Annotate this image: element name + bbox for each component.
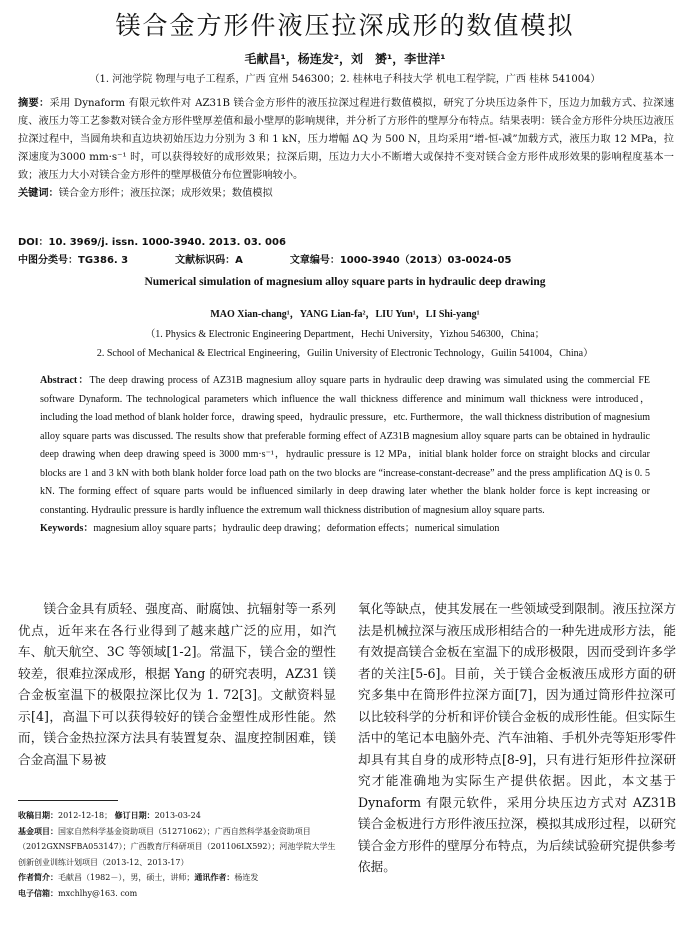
fund-text: 国家自然科学基金资助项目（51271062）；广西自然科学基金资助项目（2012GXNSFBA053147）；广西教育厅科研项目（201106LX592）；河池学院大学生创新创业训练计划项目（2013-12、2013-17） bbox=[18, 826, 336, 867]
zh-abstract-label: 摘要： bbox=[18, 98, 50, 109]
doc-code-value: A bbox=[235, 255, 243, 266]
chinese-abstract bbox=[18, 95, 674, 203]
en-keywords-text: magnesium alloy square parts；hydraulic deep drawing；deformation effects；numerical simulation bbox=[93, 523, 500, 534]
zh-abstract-text: 采用 Dynaform 有限元软件对 AZ31B 镁合金方形件的液压拉深过程进行数值模拟，研究了分块压边条件下，压边力加载方式、拉深速度、液压力等工艺参数对镁合金方形件壁厚差值和最小壁厚的影响规律，并分析了方形件的壁厚分布特点。结果表明：镁合金方形件分块压边液压拉深过程中，当圆角块和直边块初始压边力分别为 3 和 1 kN，压力增幅 ΔQ 为 500 N，且均采用“增-恒-减”加载方式，液压力取 12 MPa，拉深速度为3000 mm·s⁻¹ 时，可以获得较好的成形效果；拉深后期，压边力大小不断增大或保持不变对镁合金方形件成形效果的影响程度基本一致；液压力大小对镁合金方形件的壁厚极值分布位置影响较小。 bbox=[18, 98, 675, 181]
english-title: Numerical simulation of magnesium alloy square parts in hydraulic deep drawing bbox=[144, 276, 546, 288]
english-author-list: MAO Xian-chang¹，YANG Lian-fa²，LIU Yun¹，LI Shi-yang¹ bbox=[210, 309, 480, 320]
author-bio-label: 作者简介： bbox=[18, 873, 58, 882]
en-abstract-text: The deep drawing process of AZ31B magnesium alloy square parts in hydraulic deep drawing was simulated using the commercial FE software Dynaform. The technological parameters which influence the wall thickness difference and minimum wall thickness were introduced，including the load method of blank holder force，drawing speed，hydraulic pressure，etc. Furthermore，the wall thickness distribution of magnesium alloy square parts was discussed. The results show that preferable forming effect of AZ31B magnesium alloy square parts can be obtained in hydraulic deep drawing when deep drawing speed is 3000 mm·s⁻¹，hydraulic pressure is 12 MPa，initial blank holder force on straight blocks and circular blocks are 1 and 3 kN with both blank holder force load path on the two blocks are “increase-constant-decrease” and the press amplification ΔQ is 0. 5 kN. The forming effect of square parts would be influenced similarly in deep drawing later whether the blank holder force is kept increasing or constanting. Hydraulic pressure is hardly influence the extremum wall thickness distribution of magnesium alloy square parts. bbox=[40, 375, 650, 516]
zh-keywords-label: 关键词： bbox=[18, 188, 59, 199]
revised-label: 修订日期： bbox=[114, 811, 155, 820]
english-affiliation-1: （1. Physics & Electronic Engineering Department，Hechi University，Yizhou 546300，China； bbox=[145, 329, 545, 340]
email-address[interactable]: mxchlhy@163. com bbox=[58, 888, 138, 898]
doc-code-label: 文献标识码： bbox=[175, 255, 236, 266]
received-date: 2012-12-18； bbox=[58, 811, 113, 820]
affiliation: （1. 河池学院 物理与电子工程系，广西 宜州 546300；2. 桂林电子科技大学 机电工程学院，广西 桂林 541004） bbox=[89, 74, 601, 85]
corresponding-author: 杨连发 bbox=[234, 873, 259, 882]
en-keywords-label: Keywords： bbox=[40, 523, 94, 534]
corresponding-label: 通讯作者： bbox=[194, 873, 235, 882]
article-no-label: 文章编号： bbox=[289, 255, 340, 266]
footnote bbox=[18, 808, 336, 901]
email-label: 电子信箱： bbox=[18, 888, 58, 898]
doi-value: 10. 3969/j. issn. 1000-3940. 2013. 03. 006 bbox=[48, 237, 286, 248]
english-abstract bbox=[40, 372, 650, 539]
received-label: 收稿日期： bbox=[18, 811, 58, 820]
clc-label: 中图分类号： bbox=[18, 255, 78, 266]
fund-label: 基金项目： bbox=[18, 826, 58, 836]
author-list: 毛献昌¹，杨连发²，刘 赟¹，李世洋¹ bbox=[244, 52, 446, 66]
english-affiliation-2: 2. School of Mechanical & Electrical Engineering，Guilin University of Electronic Technology，Guilin 541004，China） bbox=[96, 348, 594, 359]
doi-label: DOI： bbox=[18, 237, 49, 248]
body-left-column: 镁合金具有质轻、强度高、耐腐蚀、抗辐射等一系列优点，近年来在各行业得到了越来越广泛的应用，如汽车、航天航空、3C 等领域[1-2]。常温下，镁合金的塑性较差，很难拉深成形，根据 Yang 的研究表明，AZ31 镁合金板室温下的极限拉深比仅为 1. 72[3]。文献资料显示[4]，高温下可以获得较好的镁合金塑性成形性能。然而，镁合金热拉深方法具有装置复杂、温度控制困难，镁合金高温下易被 bbox=[18, 601, 336, 767]
article-no-value: 1000-3940（2013）03-0024-05 bbox=[339, 255, 512, 266]
doi-line bbox=[18, 233, 286, 248]
body-right-column: 氧化等缺点，使其发展在一些领域受到限制。液压拉深方法是机械拉深与液压成形相结合的一种先进成形方法，能有效提高镁合金板在室温下的成形极限，因而受到许多学者的关注[5-6]。目前，关于镁合金板液压成形方面的研究多集中在筒形件拉深方面[7]，因为通过筒形件拉深可以比较科学的分析和评价镁合金板的成形性能。但实际生活中的笔记本电脑外壳、汽车油箱、手机外壳等矩形零件却具有其自身的成形特点[8-9]，只有进行矩形件拉深研究才能准确地为实际生产提供依据。因此，本文基于 Dynaform 有限元软件，采用分块压边方式对 AZ31B 镁合金板进行方形件液压拉深，模拟其成形过程，以研究镁合金方形件的壁厚分布特点，为后续试验研究提供参考依据。 bbox=[358, 601, 676, 874]
footnote-divider bbox=[18, 800, 118, 801]
author-bio: 毛献昌（1982－），男，硕士，讲师； bbox=[58, 873, 195, 882]
paper-title: 镁合金方形件液压拉深成形的数值模拟 bbox=[115, 11, 575, 40]
revised-date: 2013-03-24 bbox=[154, 811, 201, 820]
zh-keywords-text: 镁合金方形件；液压拉深；成形效果；数值模拟 bbox=[58, 188, 273, 199]
clc-value: TG386. 3 bbox=[78, 255, 129, 266]
en-abstract-label: Abstract： bbox=[40, 375, 90, 386]
classification-line bbox=[18, 251, 674, 266]
